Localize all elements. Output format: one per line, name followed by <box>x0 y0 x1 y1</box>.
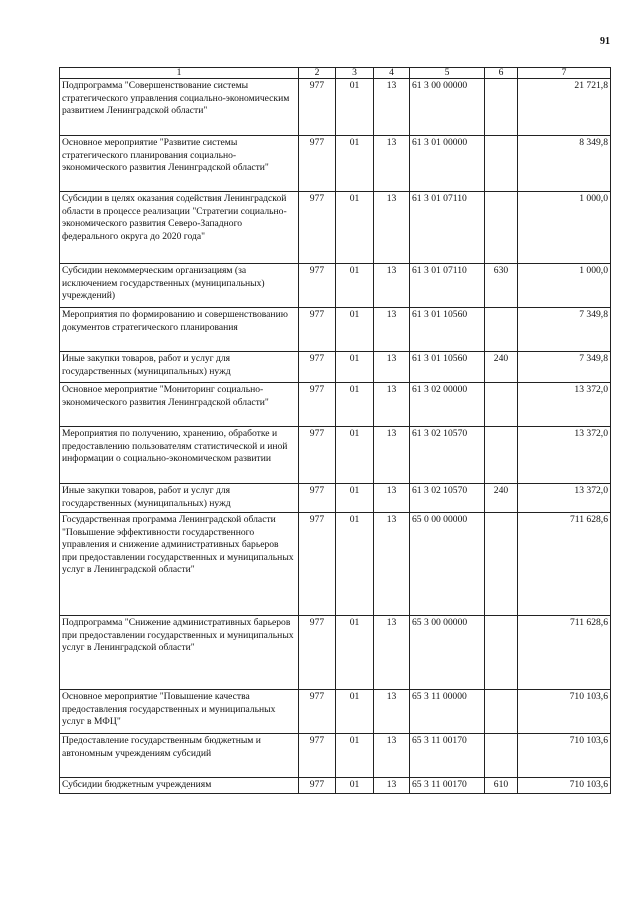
row-csr: 61 3 00 00000 <box>410 79 485 136</box>
row-vr <box>485 308 518 352</box>
row-pr: 13 <box>374 778 410 794</box>
row-grbs: 977 <box>299 383 336 427</box>
row-name: Субсидии в целях оказания содействия Ленинградской области в процессе реализации "Стратегии социально-экономического развития Северо-Западного федерального округа до 2020 года" <box>60 192 299 264</box>
row-pr: 13 <box>374 136 410 192</box>
row-name: Подпрограмма "Совершенствование системы стратегического управления социально-экономическим развитием Ленинградской области" <box>60 79 299 136</box>
table-row <box>60 383 611 427</box>
row-name: Субсидии бюджетным учреждениям <box>60 778 299 794</box>
column-header: 7 <box>518 68 611 79</box>
row-name: Иные закупки товаров, работ и услуг для государственных (муниципальных) нужд <box>60 352 299 383</box>
row-rz: 01 <box>336 616 374 690</box>
column-header: 2 <box>299 68 336 79</box>
row-rz: 01 <box>336 427 374 484</box>
row-vr <box>485 513 518 616</box>
row-rz: 01 <box>336 79 374 136</box>
row-rz: 01 <box>336 308 374 352</box>
table-row <box>60 513 611 616</box>
row-vr: 240 <box>485 352 518 383</box>
row-grbs: 977 <box>299 734 336 778</box>
row-csr: 65 0 00 00000 <box>410 513 485 616</box>
table-header-row <box>60 68 611 79</box>
row-pr: 13 <box>374 192 410 264</box>
row-rz: 01 <box>336 136 374 192</box>
row-pr: 13 <box>374 264 410 308</box>
row-name: Субсидии некоммерческим организациям (за исключением государственных (муниципальных) учреждений) <box>60 264 299 308</box>
row-sum: 710 103,6 <box>518 778 611 794</box>
row-sum: 1 000,0 <box>518 264 611 308</box>
row-rz: 01 <box>336 690 374 734</box>
row-pr: 13 <box>374 79 410 136</box>
table-row <box>60 264 611 308</box>
row-rz: 01 <box>336 778 374 794</box>
row-grbs: 977 <box>299 778 336 794</box>
row-sum: 7 349,8 <box>518 352 611 383</box>
row-name: Подпрограмма "Снижение административных барьеров при предоставлении государственных и муниципальных услуг в Ленинградской области" <box>60 616 299 690</box>
row-pr: 13 <box>374 690 410 734</box>
row-pr: 13 <box>374 427 410 484</box>
row-name: Мероприятия по получению, хранению, обработке и предоставлению пользователям статистической и иной информации о социально-экономическом развитии <box>60 427 299 484</box>
row-sum: 13 372,0 <box>518 427 611 484</box>
row-grbs: 977 <box>299 308 336 352</box>
row-csr: 65 3 11 00170 <box>410 778 485 794</box>
table-row <box>60 427 611 484</box>
row-csr: 61 3 01 07110 <box>410 264 485 308</box>
row-rz: 01 <box>336 513 374 616</box>
row-vr <box>485 734 518 778</box>
row-pr: 13 <box>374 513 410 616</box>
row-sum: 711 628,6 <box>518 513 611 616</box>
row-rz: 01 <box>336 484 374 513</box>
row-vr <box>485 79 518 136</box>
table-row <box>60 778 611 794</box>
budget-table <box>59 67 611 794</box>
row-sum: 7 349,8 <box>518 308 611 352</box>
row-vr <box>485 192 518 264</box>
row-sum: 21 721,8 <box>518 79 611 136</box>
row-name: Государственная программа Ленинградской области "Повышение эффективности государственного управления и снижение административных барьеров при предоставлении государственных и муниципальных услуг в Ленинградской области" <box>60 513 299 616</box>
row-sum: 710 103,6 <box>518 734 611 778</box>
row-name: Основное мероприятие "Повышение качества предоставления государственных и муниципальных услуг в МФЦ" <box>60 690 299 734</box>
column-header: 3 <box>336 68 374 79</box>
row-grbs: 977 <box>299 192 336 264</box>
row-grbs: 977 <box>299 427 336 484</box>
row-grbs: 977 <box>299 513 336 616</box>
row-rz: 01 <box>336 264 374 308</box>
row-name: Основное мероприятие "Мониторинг социально-экономического развития Ленинградской области" <box>60 383 299 427</box>
table-row <box>60 690 611 734</box>
row-csr: 61 3 02 10570 <box>410 484 485 513</box>
row-csr: 61 3 01 07110 <box>410 192 485 264</box>
table-row <box>60 734 611 778</box>
row-rz: 01 <box>336 734 374 778</box>
row-grbs: 977 <box>299 264 336 308</box>
column-header: 5 <box>410 68 485 79</box>
row-csr: 61 3 02 00000 <box>410 383 485 427</box>
row-grbs: 977 <box>299 616 336 690</box>
row-sum: 710 103,6 <box>518 690 611 734</box>
row-grbs: 977 <box>299 484 336 513</box>
row-sum: 13 372,0 <box>518 484 611 513</box>
row-pr: 13 <box>374 308 410 352</box>
column-header: 4 <box>374 68 410 79</box>
row-name: Предоставление государственным бюджетным и автономным учреждениям субсидий <box>60 734 299 778</box>
row-rz: 01 <box>336 352 374 383</box>
row-csr: 61 3 01 10560 <box>410 308 485 352</box>
row-csr: 65 3 11 00170 <box>410 734 485 778</box>
row-sum: 1 000,0 <box>518 192 611 264</box>
row-vr: 630 <box>485 264 518 308</box>
row-vr <box>485 136 518 192</box>
table-row <box>60 192 611 264</box>
row-vr: 610 <box>485 778 518 794</box>
row-csr: 65 3 11 00000 <box>410 690 485 734</box>
column-header: 1 <box>60 68 299 79</box>
row-grbs: 977 <box>299 352 336 383</box>
row-sum: 13 372,0 <box>518 383 611 427</box>
row-vr <box>485 427 518 484</box>
row-pr: 13 <box>374 383 410 427</box>
row-pr: 13 <box>374 484 410 513</box>
row-sum: 8 349,8 <box>518 136 611 192</box>
column-header: 6 <box>485 68 518 79</box>
row-grbs: 977 <box>299 690 336 734</box>
row-sum: 711 628,6 <box>518 616 611 690</box>
row-pr: 13 <box>374 616 410 690</box>
row-pr: 13 <box>374 734 410 778</box>
row-csr: 61 3 01 00000 <box>410 136 485 192</box>
row-csr: 65 3 00 00000 <box>410 616 485 690</box>
row-vr <box>485 616 518 690</box>
row-pr: 13 <box>374 352 410 383</box>
table-row <box>60 136 611 192</box>
row-name: Мероприятия по формированию и совершенствованию документов стратегического планирования <box>60 308 299 352</box>
row-csr: 61 3 02 10570 <box>410 427 485 484</box>
table-row <box>60 308 611 352</box>
row-rz: 01 <box>336 192 374 264</box>
row-csr: 61 3 01 10560 <box>410 352 485 383</box>
page-number: 91 <box>600 36 610 47</box>
row-grbs: 977 <box>299 79 336 136</box>
row-name: Иные закупки товаров, работ и услуг для государственных (муниципальных) нужд <box>60 484 299 513</box>
table-row <box>60 484 611 513</box>
table-row <box>60 79 611 136</box>
row-name: Основное мероприятие "Развитие системы стратегического планирования социально-экономического развития Ленинградской области" <box>60 136 299 192</box>
row-vr <box>485 383 518 427</box>
row-rz: 01 <box>336 383 374 427</box>
row-vr <box>485 690 518 734</box>
table-row <box>60 352 611 383</box>
row-grbs: 977 <box>299 136 336 192</box>
table-row <box>60 616 611 690</box>
row-vr: 240 <box>485 484 518 513</box>
